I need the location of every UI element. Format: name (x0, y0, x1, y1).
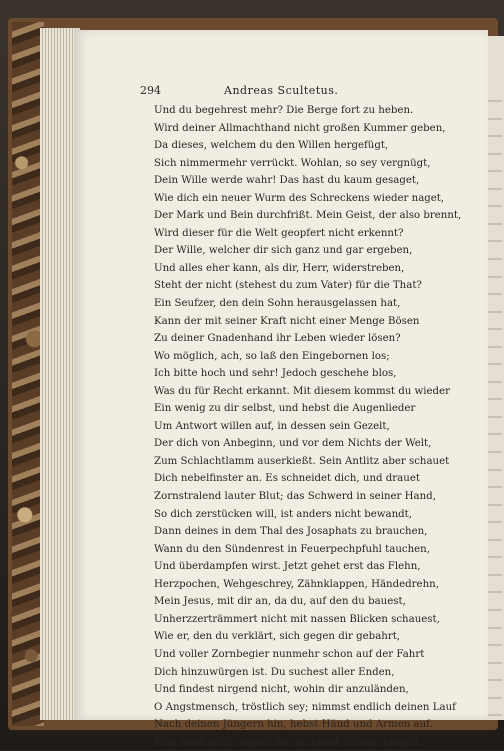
bleed-through-mark (488, 363, 502, 365)
bleed-through-mark (488, 346, 502, 348)
text-line: Mein Jesus, mit dir an, da du, auf den du bauest, (154, 596, 406, 608)
bleed-through-mark (488, 504, 502, 506)
bleed-through-mark (488, 328, 502, 330)
text-line: Um Antwort willen auf, in dessen sein Gezelt, (154, 420, 390, 432)
bleed-through-mark (488, 486, 502, 488)
text-line: Dich nebelfinster an. Es schneidet dich, und drauet (154, 473, 420, 485)
bleed-through-mark (488, 240, 502, 242)
text-line: Sich nimmermehr verrückt. Wohlan, so sey vergnügt, (154, 157, 431, 169)
text-line: Wie er, den du verklärt, sich gegen dir gebahrt, (154, 631, 401, 643)
bleed-through-mark (488, 591, 502, 593)
bleed-through-mark (488, 135, 502, 137)
bleed-through-mark (488, 100, 502, 102)
bleed-through-mark (488, 644, 502, 646)
bleed-through-mark (488, 451, 502, 453)
facing-page-edge (488, 36, 504, 720)
bleed-through-mark (488, 223, 502, 225)
text-line: Ein wenig zu dir selbst, und hebst die Augenlieder (154, 403, 416, 415)
text-line: Und findest nirgend nicht, wohin dir anzuländen, (154, 684, 409, 696)
text-line: Unherzzerträmmert nicht mit nassen Blicken schauest, (154, 613, 440, 625)
text-line: Was du für Recht erkannt. Mit diesem kommst du wieder (154, 385, 450, 397)
bleed-through-mark (488, 697, 502, 699)
text-line: Und überdampfen wirst. Jetzt gehet erst das Flehn, (154, 561, 421, 573)
bleed-through-mark (488, 662, 502, 664)
bleed-through-mark (488, 293, 502, 295)
poem-text (154, 102, 462, 751)
bleed-through-mark (488, 609, 502, 611)
bleed-through-mark (488, 381, 502, 383)
bleed-through-mark (488, 416, 502, 418)
text-line: Nach deinen Jüngern hin, hebst Händ und Armen auf. (154, 719, 433, 731)
page-number: 294 (140, 84, 161, 97)
text-line: Und du begehrest mehr? Die Berge fort zu heben. (154, 105, 414, 116)
bleed-through-mark (488, 521, 502, 523)
running-head: Andreas Scultetus. (224, 84, 339, 97)
bleed-through-mark (488, 469, 502, 471)
bleed-through-mark (488, 258, 502, 260)
bleed-through-mark (488, 153, 502, 155)
bleed-through-mark (488, 205, 502, 207)
text-line: Steht der nicht (stehest du zum Vater) für die That? (154, 280, 422, 292)
bleed-through-mark (488, 556, 502, 558)
text-line: Der dich von Anbeginn, und vor dem Nichts der Welt, (154, 438, 432, 450)
bleed-through-mark (488, 539, 502, 541)
bleed-through-mark (488, 188, 502, 190)
text-line: Zu deiner Gnadenhand ihr Leben wieder lösen? (154, 333, 401, 345)
bleed-through-mark (488, 627, 502, 629)
text-line: Wo möglich, ach, so laß den Eingebornen los; (154, 350, 390, 362)
text-line: Da dieses, welchem du den Willen hergefügt, (154, 140, 389, 152)
text-line: Und alles eher kann, als dir, Herr, widerstreben, (154, 262, 405, 274)
text-line: Wird deiner Allmachthand nicht großen Kummer geben, (154, 122, 446, 134)
text-line: Zum Schlachtlamm auserkießt. Sein Antlitz aber schauet (154, 455, 450, 467)
text-line: So dich zerstücken will, ist anders nicht bewandt, (154, 508, 412, 520)
text-line: Zornstralend lauter Blut; das Schwerd in seiner Hand, (154, 491, 436, 503)
bleed-through-mark (488, 574, 502, 576)
text-line: Man wird mich, sagest du, in dieser Stunde fangen, (154, 736, 422, 748)
bleed-through-mark (488, 170, 502, 172)
text-line: Ich bitte hoch und sehr! Jedoch geschehe blos, (154, 368, 397, 380)
text-line: Der Mark und Bein durchfrißt. Mein Geist, der also brennt, (154, 210, 462, 222)
text-line: Dein Wille werde wahr! Das hast du kaum gesaget, (154, 175, 420, 187)
bleed-through-mark (488, 276, 502, 278)
text-line: Wie dich ein neuer Wurm des Schreckens wieder naget, (154, 192, 445, 204)
text-line: O Angstmensch, tröstlich sey; nimmst endlich deinen Lauf (154, 701, 456, 713)
text-line: Herzpochen, Wehgeschrey, Zähnklappen, Händedrehn, (154, 578, 439, 590)
bleed-through-mark (488, 311, 502, 313)
bleed-through-mark (488, 433, 502, 435)
text-line: Ein Seufzer, den dein Sohn herausgelassen hat, (154, 298, 401, 310)
text-line: Dich hinzuwürgen ist. Du suchest aller Enden, (154, 666, 395, 678)
page-header (140, 84, 432, 100)
text-line: Wird dieser für die Welt geopfert nicht erkennt? (154, 227, 404, 239)
text-line: Wann du den Sündenrest in Feuerpechpfuhl tauchen, (154, 543, 430, 555)
text-line: Dann deines in dem Thal des Josaphats zu brauchen, (154, 526, 428, 538)
bleed-through-mark (488, 714, 502, 716)
bleed-through-mark (488, 398, 502, 400)
text-line: Kann der mit seiner Kraft nicht einer Menge Bösen (154, 315, 420, 327)
bleed-through-mark (488, 118, 502, 120)
text-line: Und voller Zornbegier nunmehr schon auf der Fahrt (154, 648, 425, 660)
text-line: Der Wille, welcher dir sich ganz und gar ergeben, (154, 245, 413, 257)
bleed-through-mark (488, 679, 502, 681)
